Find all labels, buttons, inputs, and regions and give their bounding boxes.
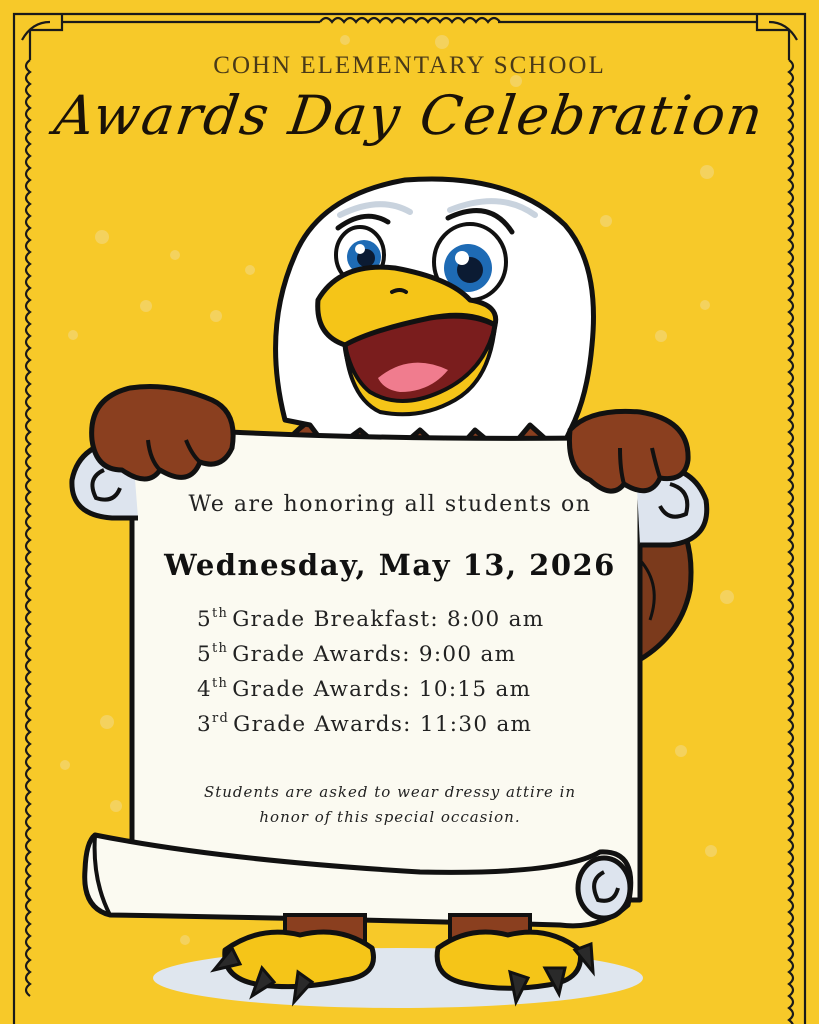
grade-number: 5 <box>197 642 212 667</box>
schedule-item <box>197 676 544 711</box>
schedule-event: Grade Awards: 10:15 am <box>232 677 532 702</box>
schedule-event: Grade Awards: 11:30 am <box>233 712 533 737</box>
event-date: Wednesday, May 13, 2026 <box>164 548 616 582</box>
event-title: Awards Day Celebration <box>50 84 769 147</box>
attire-note: Students are asked to wear dressy attire in honor of this special occasion. <box>203 783 577 826</box>
grade-number: 5 <box>197 607 212 632</box>
grade-suffix: th <box>211 676 229 691</box>
schedule-event: Grade Breakfast: 8:00 am <box>232 607 545 632</box>
grade-suffix: rd <box>211 711 230 726</box>
schedule-item <box>197 606 544 641</box>
schedule-item <box>197 711 544 746</box>
grade-number: 3 <box>197 712 212 737</box>
schedule-event: Grade Awards: 9:00 am <box>232 642 517 667</box>
grade-suffix: th <box>211 606 229 621</box>
honoring-intro: We are honoring all students on <box>188 492 592 517</box>
grade-number: 4 <box>197 677 212 702</box>
schedule-item <box>197 641 544 676</box>
school-name: COHN ELEMENTARY SCHOOL <box>213 52 606 79</box>
schedule-list <box>197 606 544 746</box>
grade-suffix: th <box>211 641 229 656</box>
